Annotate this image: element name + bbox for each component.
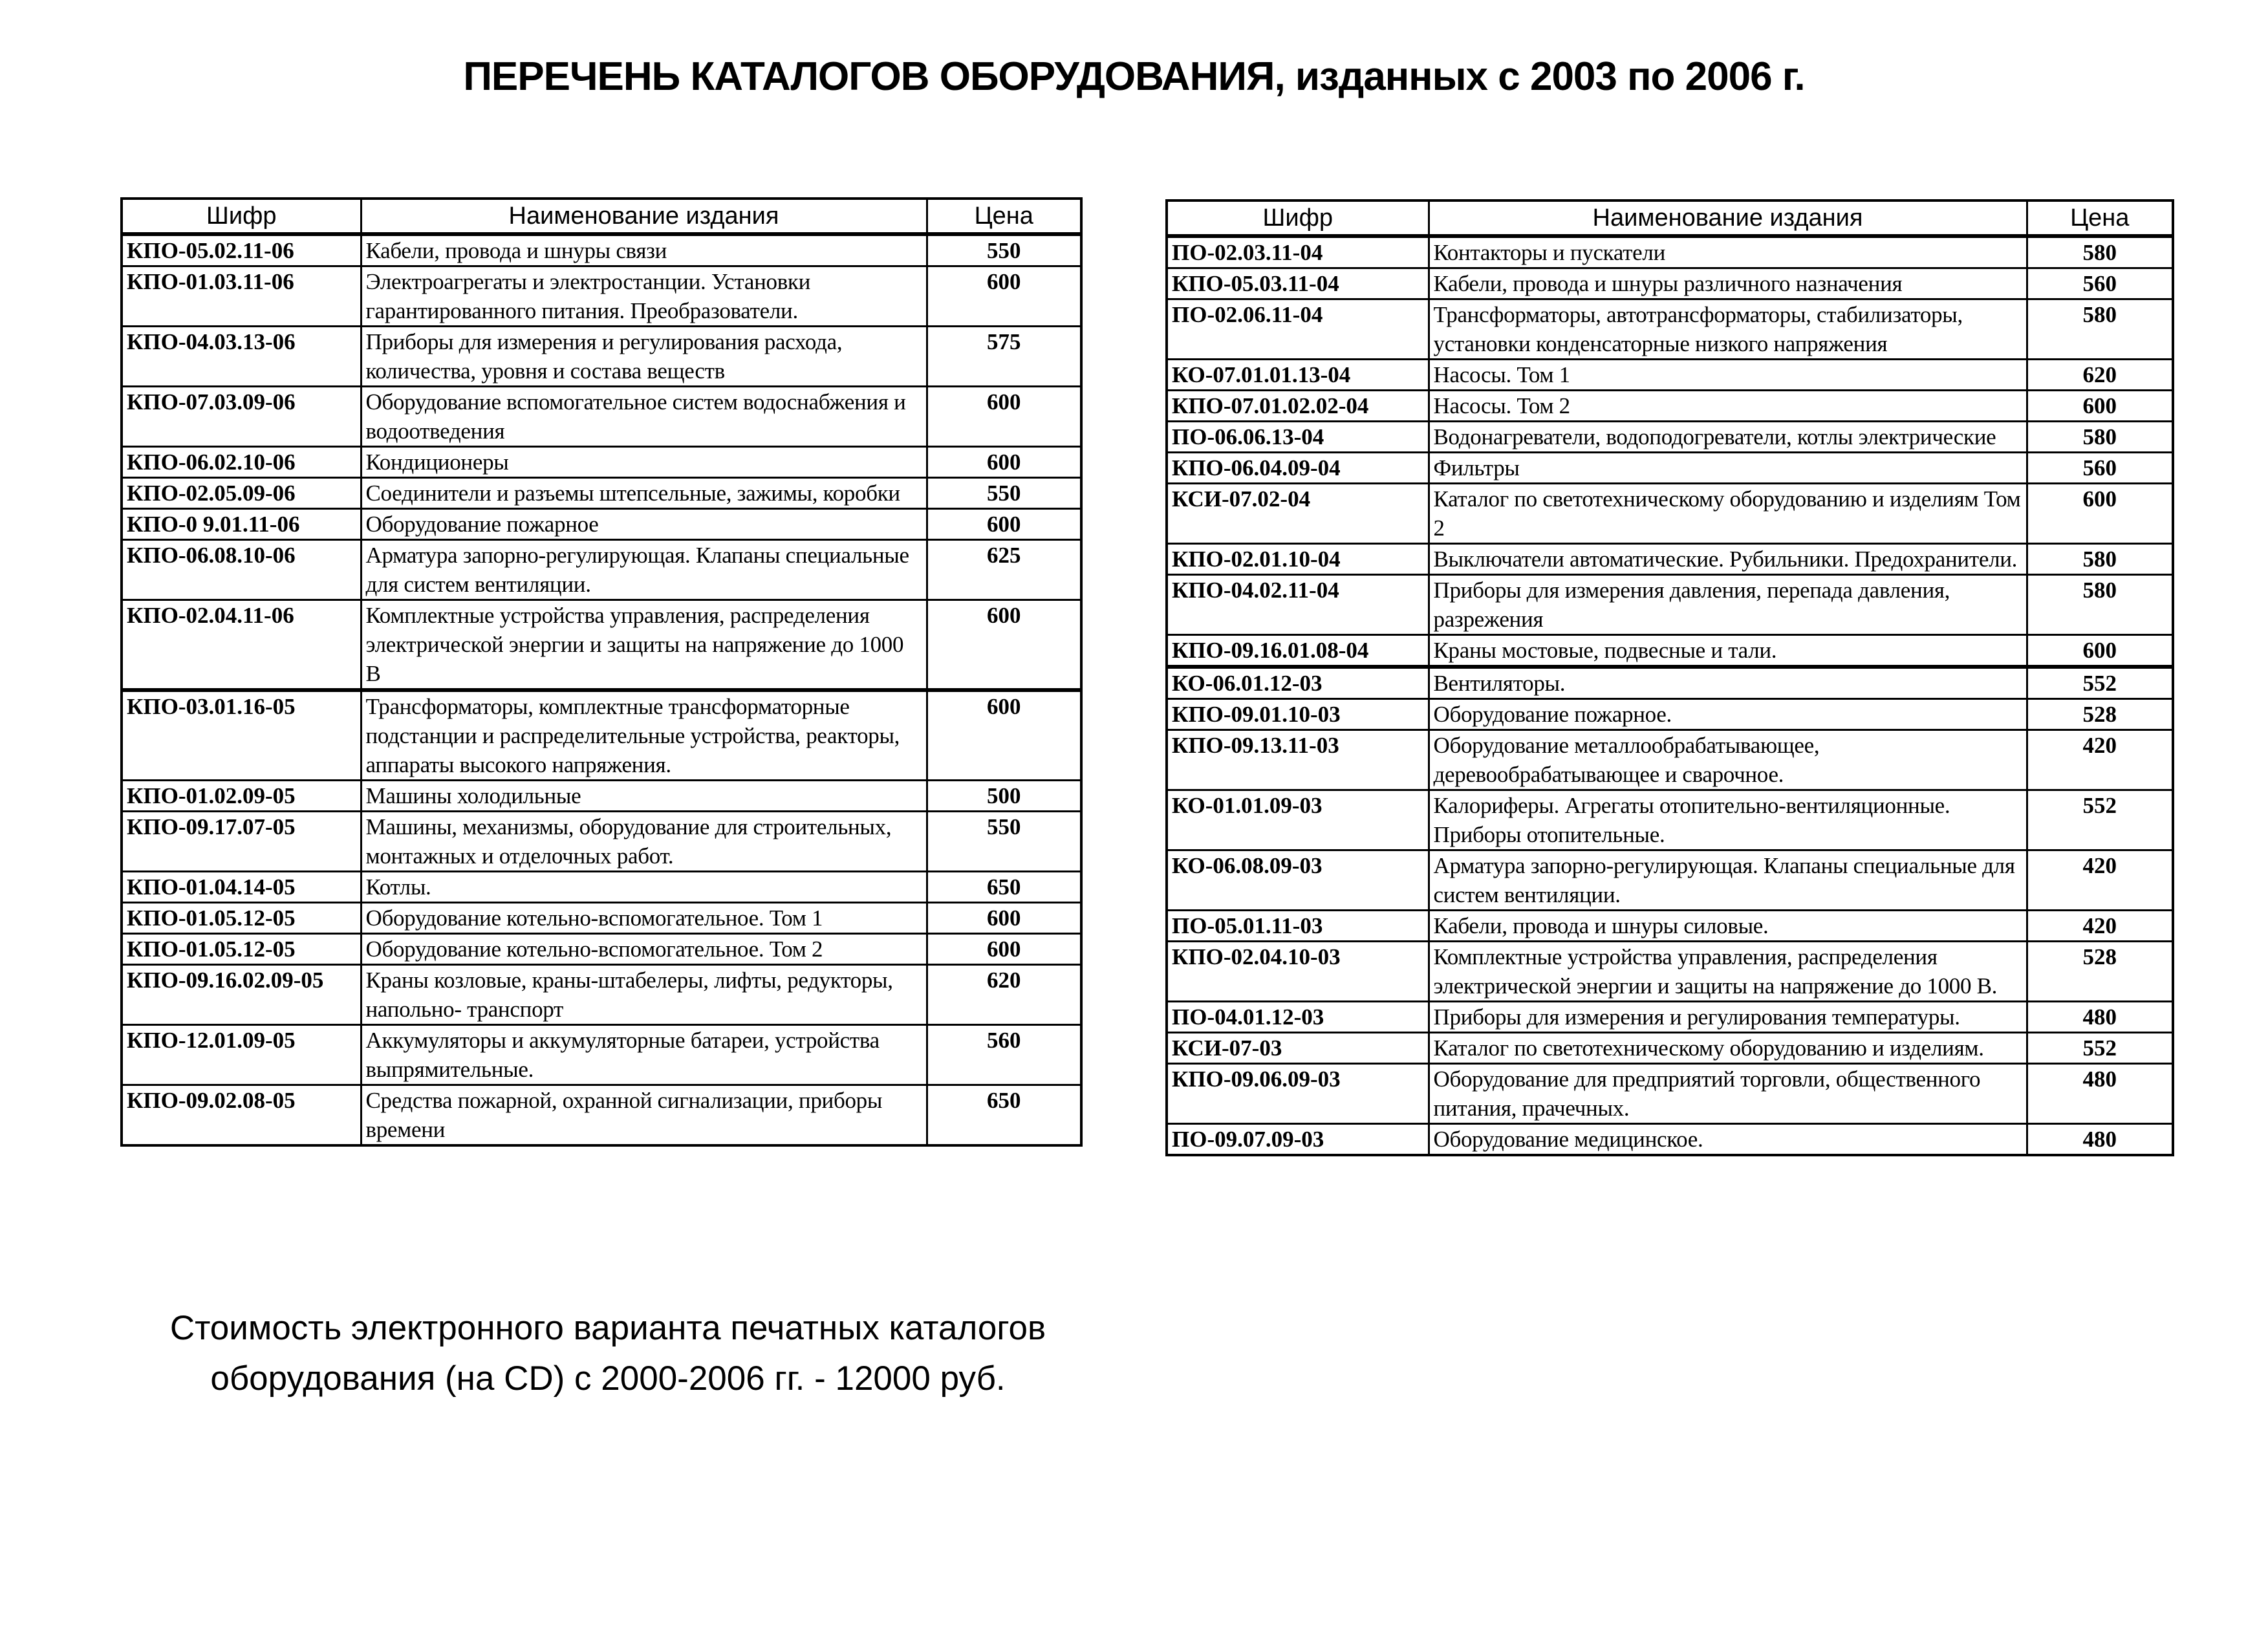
catalog-title: Приборы для измерения давления, перепада давления, разрежения (1429, 575, 2027, 635)
table-row (122, 478, 1081, 509)
catalog-price: 420 (2027, 730, 2173, 790)
catalog-price: 650 (927, 872, 1081, 903)
catalog-price: 575 (927, 327, 1081, 387)
catalog-title: Оборудование металлообрабатывающее, деревообрабатывающее и сварочное. (1429, 730, 2027, 790)
table-row (122, 872, 1081, 903)
catalog-price: 550 (927, 234, 1081, 266)
table-row (1167, 453, 2173, 484)
table-row (1167, 360, 2173, 391)
table-row (122, 509, 1081, 540)
table-row (122, 1025, 1081, 1085)
catalog-title: Контакторы и пускатели (1429, 236, 2027, 268)
table-row (1167, 299, 2173, 360)
table-row (1167, 268, 2173, 299)
catalog-code: КПО-05.03.11-04 (1167, 268, 1429, 299)
catalog-price: 580 (2027, 299, 2173, 360)
table-row (1167, 1064, 2173, 1124)
catalog-code: КПО-09.06.09-03 (1167, 1064, 1429, 1124)
table-row (122, 540, 1081, 600)
cd-price-note-line-2: оборудования (на CD) с 2000-2006 гг. - 12000 руб. (210, 1359, 1006, 1398)
catalog-code: КПО-0 9.01.11-06 (122, 509, 361, 540)
catalog-code: КПО-01.03.11-06 (122, 266, 361, 327)
catalog-code: КПО-02.05.09-06 (122, 478, 361, 509)
catalog-title: Водонагреватели, водоподогреватели, котлы электрические (1429, 422, 2027, 453)
catalog-code: КО-06.08.09-03 (1167, 850, 1429, 911)
catalog-price: 580 (2027, 236, 2173, 268)
catalog-table-left (120, 197, 1083, 1147)
catalog-title: Оборудование котельно-вспомогательное. Том 1 (361, 903, 927, 934)
catalog-title: Оборудование котельно-вспомогательное. Том 2 (361, 934, 927, 965)
catalog-title: Оборудование пожарное. (1429, 699, 2027, 730)
table-row (1167, 1033, 2173, 1064)
catalog-title: Электроагрегаты и электростанции. Установки гарантированного питания. Преобразователи. (361, 266, 927, 327)
catalog-code: ПО-05.01.11-03 (1167, 911, 1429, 942)
column-header-title: Наименование издания (361, 199, 927, 234)
catalog-title: Оборудование вспомогательное систем водоснабжения и водоотведения (361, 387, 927, 447)
catalog-title: Машины холодильные (361, 781, 927, 812)
table-row (1167, 236, 2173, 268)
column-header-price: Цена (2027, 200, 2173, 236)
catalog-code: КПО-04.02.11-04 (1167, 575, 1429, 635)
table-row (122, 327, 1081, 387)
catalog-title: Насосы. Том 1 (1429, 360, 2027, 391)
catalog-code: КПО-09.01.10-03 (1167, 699, 1429, 730)
catalog-code: ПО-04.01.12-03 (1167, 1002, 1429, 1033)
column-header-code: Шифр (1167, 200, 1429, 236)
table-row (122, 965, 1081, 1025)
column-header-code: Шифр (122, 199, 361, 234)
catalog-price: 480 (2027, 1002, 2173, 1033)
catalog-title: Соединители и разъемы штепсельные, зажимы, коробки (361, 478, 927, 509)
catalog-title: Краны козловые, краны-штабелеры, лифты, редукторы, напольно- транспорт (361, 965, 927, 1025)
table-row (1167, 790, 2173, 850)
table-row (1167, 1124, 2173, 1156)
catalog-title: Калориферы. Агрегаты отопительно-вентиляционные. Приборы отопительные. (1429, 790, 2027, 850)
catalog-title: Каталог по светотехническому оборудованию и изделиям Том 2 (1429, 484, 2027, 544)
catalog-code: КПО-04.03.13-06 (122, 327, 361, 387)
catalog-code: КПО-09.16.01.08-04 (1167, 635, 1429, 667)
table-row (122, 600, 1081, 691)
catalog-title: Кондиционеры (361, 447, 927, 478)
catalog-title: Арматура запорно-регулирующая. Клапаны специальные для систем вентиляции. (361, 540, 927, 600)
catalog-code: КПО-01.05.12-05 (122, 934, 361, 965)
table-row (1167, 575, 2173, 635)
catalog-title: Оборудование медицинское. (1429, 1124, 2027, 1156)
catalog-price: 600 (927, 447, 1081, 478)
catalog-price: 500 (927, 781, 1081, 812)
table-row (122, 266, 1081, 327)
catalog-code: КПО-01.04.14-05 (122, 872, 361, 903)
catalog-code: КПО-12.01.09-05 (122, 1025, 361, 1085)
catalog-price: 600 (2027, 635, 2173, 667)
catalog-code: КПО-06.04.09-04 (1167, 453, 1429, 484)
catalog-title: Фильтры (1429, 453, 2027, 484)
table-row (1167, 942, 2173, 1002)
catalog-price: 560 (927, 1025, 1081, 1085)
catalog-title: Комплектные устройства управления, распределения электрической энергии и защиты на напряжение до 1000 В. (1429, 942, 2027, 1002)
cd-price-note-line-1: Стоимость электронного варианта печатных каталогов (169, 1309, 1046, 1347)
table-row (1167, 544, 2173, 575)
catalog-title: Трансформаторы, комплектные трансформаторные подстанции и распределительные устройства, реакторы, аппараты высокого напряжения. (361, 690, 927, 781)
catalog-price: 552 (2027, 790, 2173, 850)
catalog-title: Каталог по светотехническому оборудованию и изделиям. (1429, 1033, 2027, 1064)
catalog-price: 528 (2027, 699, 2173, 730)
table-row (1167, 911, 2173, 942)
column-header-price: Цена (927, 199, 1081, 234)
catalog-code: КПО-05.02.11-06 (122, 234, 361, 266)
catalog-price: 600 (927, 509, 1081, 540)
catalog-code: КСИ-07-03 (1167, 1033, 1429, 1064)
table-row (1167, 699, 2173, 730)
catalog-price: 420 (2027, 911, 2173, 942)
catalog-price: 620 (927, 965, 1081, 1025)
table-row (1167, 391, 2173, 422)
catalog-price: 625 (927, 540, 1081, 600)
catalog-code: КСИ-07.02-04 (1167, 484, 1429, 544)
catalog-title: Кабели, провода и шнуры связи (361, 234, 927, 266)
table-row (122, 234, 1081, 266)
catalog-code: КПО-09.17.07-05 (122, 812, 361, 872)
catalog-code: ПО-02.06.11-04 (1167, 299, 1429, 360)
catalog-code: КПО-06.02.10-06 (122, 447, 361, 478)
catalog-title: Выключатели автоматические. Рубильники. Предохранители. (1429, 544, 2027, 575)
table-row (122, 387, 1081, 447)
table-row (1167, 667, 2173, 699)
catalog-price: 650 (927, 1085, 1081, 1146)
catalog-price: 600 (927, 690, 1081, 781)
catalog-code: КО-01.01.09-03 (1167, 790, 1429, 850)
table-row (1167, 635, 2173, 667)
catalog-price: 550 (927, 812, 1081, 872)
table-row (122, 903, 1081, 934)
catalog-price: 600 (927, 266, 1081, 327)
catalog-title: Кабели, провода и шнуры силовые. (1429, 911, 2027, 942)
catalog-title: Кабели, провода и шнуры различного назначения (1429, 268, 2027, 299)
catalog-code: КПО-01.02.09-05 (122, 781, 361, 812)
table-row (122, 1085, 1081, 1146)
column-header-title: Наименование издания (1429, 200, 2027, 236)
catalog-title: Аккумуляторы и аккумуляторные батареи, устройства выпрямительные. (361, 1025, 927, 1085)
catalog-price: 600 (2027, 391, 2173, 422)
catalog-price: 552 (2027, 1033, 2173, 1064)
table-row (1167, 1002, 2173, 1033)
catalog-code: КПО-09.02.08-05 (122, 1085, 361, 1146)
catalog-price: 600 (927, 903, 1081, 934)
catalog-title: Краны мостовые, подвесные и тали. (1429, 635, 2027, 667)
catalog-price: 560 (2027, 453, 2173, 484)
table-header-row (1167, 200, 2173, 236)
catalog-price: 580 (2027, 422, 2173, 453)
catalog-code: КПО-01.05.12-05 (122, 903, 361, 934)
catalog-code: ПО-09.07.09-03 (1167, 1124, 1429, 1156)
catalog-price: 600 (927, 600, 1081, 691)
catalog-price: 600 (927, 387, 1081, 447)
catalog-code: КПО-02.04.11-06 (122, 600, 361, 691)
catalog-price: 480 (2027, 1124, 2173, 1156)
cd-price-note (97, 1303, 1119, 1404)
table-row (122, 934, 1081, 965)
catalog-code: ПО-02.03.11-04 (1167, 236, 1429, 268)
table-row (122, 690, 1081, 781)
catalog-code: КПО-02.04.10-03 (1167, 942, 1429, 1002)
catalog-price: 552 (2027, 667, 2173, 699)
catalog-price: 620 (2027, 360, 2173, 391)
catalog-title: Оборудование пожарное (361, 509, 927, 540)
catalog-code: КПО-06.08.10-06 (122, 540, 361, 600)
page-title: ПЕРЕЧЕНЬ КАТАЛОГОВ ОБОРУДОВАНИЯ, изданных с 2003 по 2006 г. (463, 54, 1805, 99)
table-row (1167, 484, 2173, 544)
catalog-code: КПО-03.01.16-05 (122, 690, 361, 781)
catalog-title: Арматура запорно-регулирующая. Клапаны специальные для систем вентиляции. (1429, 850, 2027, 911)
catalog-table-right (1165, 199, 2174, 1156)
catalog-price: 480 (2027, 1064, 2173, 1124)
catalog-title: Приборы для измерения и регулирования расхода, количества, уровня и состава веществ (361, 327, 927, 387)
catalog-title: Приборы для измерения и регулирования температуры. (1429, 1002, 2027, 1033)
catalog-title: Трансформаторы, автотрансформаторы, стабилизаторы, установки конденсаторные низкого напряжения (1429, 299, 2027, 360)
catalog-title: Вентиляторы. (1429, 667, 2027, 699)
catalog-title: Машины, механизмы, оборудование для строительных, монтажных и отделочных работ. (361, 812, 927, 872)
catalog-price: 600 (2027, 484, 2173, 544)
catalog-price: 550 (927, 478, 1081, 509)
catalog-price: 420 (2027, 850, 2173, 911)
table-header-row (122, 199, 1081, 234)
catalog-code: КПО-09.13.11-03 (1167, 730, 1429, 790)
catalog-code: КО-06.01.12-03 (1167, 667, 1429, 699)
catalog-code: КПО-02.01.10-04 (1167, 544, 1429, 575)
catalog-title: Оборудование для предприятий торговли, общественного питания, прачечных. (1429, 1064, 2027, 1124)
catalog-price: 528 (2027, 942, 2173, 1002)
table-row (122, 781, 1081, 812)
catalog-code: КПО-07.01.02.02-04 (1167, 391, 1429, 422)
table-row (1167, 422, 2173, 453)
table-row (1167, 850, 2173, 911)
catalog-title: Комплектные устройства управления, распределения электрической энергии и защиты на напряжение до 1000 В (361, 600, 927, 691)
catalog-code: КПО-07.03.09-06 (122, 387, 361, 447)
catalog-title: Насосы. Том 2 (1429, 391, 2027, 422)
catalog-price: 560 (2027, 268, 2173, 299)
catalog-code: ПО-06.06.13-04 (1167, 422, 1429, 453)
catalog-price: 580 (2027, 575, 2173, 635)
catalog-title: Средства пожарной, охранной сигнализации, приборы времени (361, 1085, 927, 1146)
catalog-code: КПО-09.16.02.09-05 (122, 965, 361, 1025)
catalog-price: 600 (927, 934, 1081, 965)
catalog-code: КО-07.01.01.13-04 (1167, 360, 1429, 391)
table-row (122, 812, 1081, 872)
table-row (1167, 730, 2173, 790)
table-row (122, 447, 1081, 478)
catalog-title: Котлы. (361, 872, 927, 903)
catalog-price: 580 (2027, 544, 2173, 575)
